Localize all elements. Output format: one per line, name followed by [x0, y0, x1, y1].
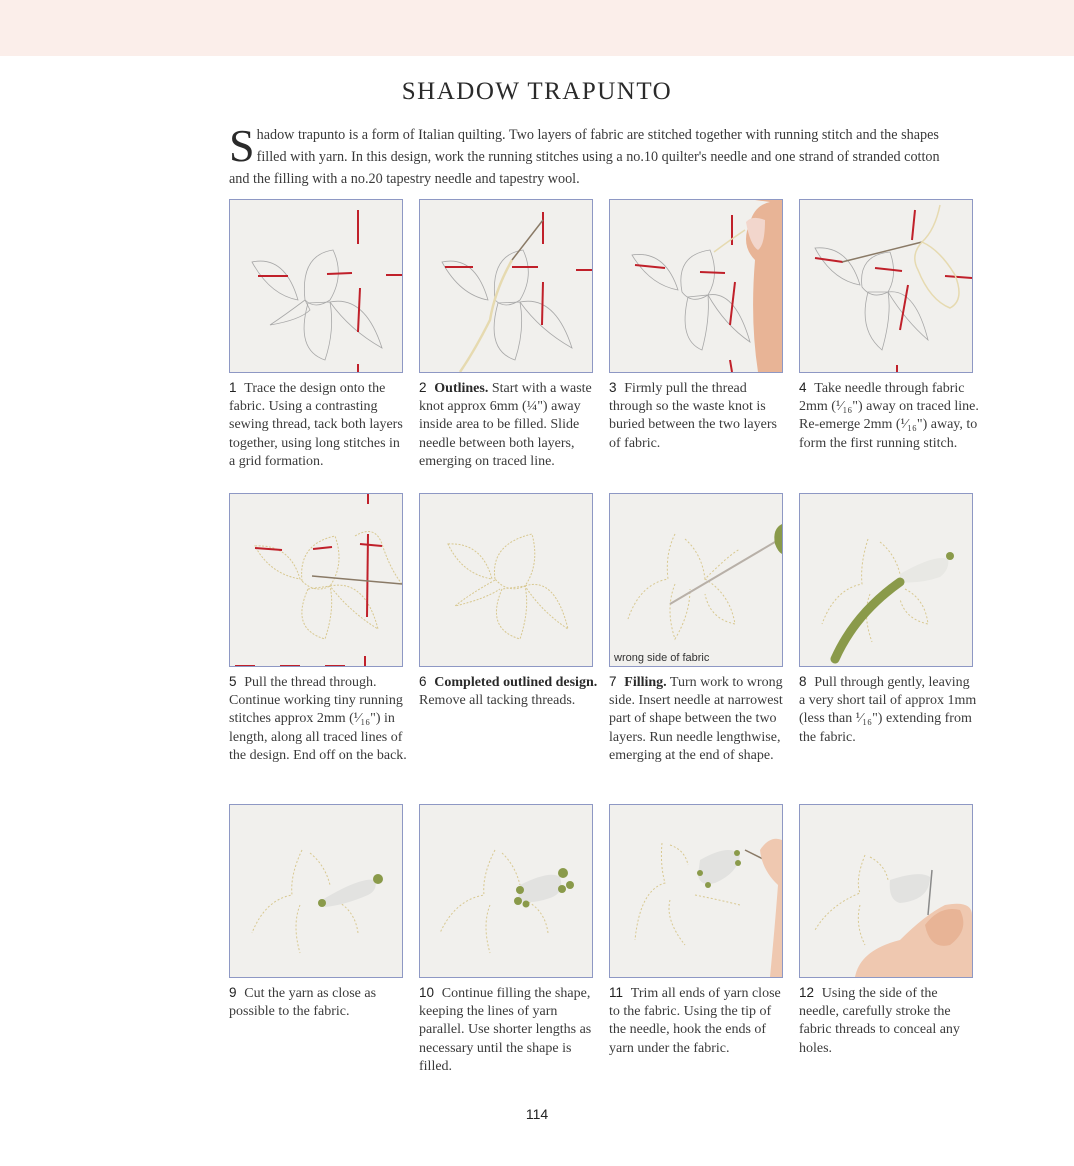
step-photo — [419, 493, 593, 667]
step-9 — [229, 804, 405, 1021]
step-1 — [229, 199, 405, 471]
intro-paragraph — [229, 120, 959, 190]
step-photo — [799, 493, 973, 667]
page-title: SHADOW TRAPUNTO — [401, 78, 673, 105]
drop-cap: S — [229, 120, 255, 171]
step-number: 5 — [229, 674, 241, 689]
step-text: Take needle through fabric 2mm (¹⁄₁₆") away on traced line. Re-emerge 2mm (¹⁄₁₆") away, to form the first running stitch. — [799, 381, 979, 451]
pulling-yarn-image — [800, 494, 972, 666]
step-caption — [799, 379, 979, 453]
step-photo — [799, 199, 973, 373]
step-number: 12 — [799, 985, 818, 1000]
step-text: Turn work to wrong side. Insert needle at narrowest part of shape between the two layers. Run needle lengthwise, emerging at the end of shape. — [609, 675, 783, 763]
step-photo — [419, 804, 593, 978]
filling-wrong-side-image — [610, 494, 782, 666]
running-stitches-image — [230, 494, 402, 666]
filled-shape-image — [420, 805, 592, 977]
step-caption — [799, 673, 979, 747]
step-2 — [419, 199, 595, 471]
step-caption — [799, 984, 979, 1058]
step-text: Firmly pull the thread through so the waste knot is buried between the two layers of fabric. — [609, 381, 777, 451]
step-number: 3 — [609, 380, 621, 395]
step-12 — [799, 804, 975, 1058]
step-text: Trace the design onto the fabric. Using a contrasting sewing thread, tack both layers together, using long stitches in a grid formation. — [229, 381, 403, 469]
stroke-fabric-image — [800, 805, 972, 977]
step-caption — [609, 984, 789, 1058]
needle-between-layers-image — [420, 200, 592, 372]
intro-text: hadow trapunto is a form of Italian quilting. Two layers of fabric are stitched together with running stitch and the shapes filled with yarn. In this design, work the running stitches using a no.10 quilter's needle and one strand of stranded cotton and the filling with a no.20 tapestry needle and tapestry wool. — [229, 127, 940, 187]
photo-label: wrong side of fabric — [614, 652, 710, 664]
step-number: 8 — [799, 674, 811, 689]
step-photo — [609, 199, 783, 373]
step-4 — [799, 199, 979, 453]
page-number: 114 — [525, 1106, 549, 1122]
step-number: 4 — [799, 380, 811, 395]
step-number: 10 — [419, 985, 438, 1000]
step-number: 9 — [229, 985, 241, 1000]
step-photo — [419, 199, 593, 373]
step-3 — [609, 199, 785, 453]
header-band — [0, 0, 1074, 56]
trim-yarn-ends-image — [610, 805, 782, 977]
step-caption — [229, 673, 409, 765]
step-text: Pull through gently, leaving a very short tail of approx 1mm (less than ¹⁄₁₆") extending from the fabric. — [799, 675, 977, 745]
step-heading: Completed outlined design. — [434, 675, 598, 690]
step-text: Trim all ends of yarn close to the fabric. Using the tip of the needle, hook the ends of yarn under the fabric. — [609, 986, 781, 1056]
step-caption — [229, 984, 409, 1021]
step-caption — [609, 379, 789, 453]
step-number: 7 — [609, 674, 621, 689]
step-6 — [419, 493, 598, 710]
step-text: Using the side of the needle, carefully stroke the fabric threads to conceal any holes. — [799, 986, 960, 1056]
step-text: Pull the thread through. Continue working tiny running stitches approx 2mm (¹⁄₁₆") in length, along all traced lines of the design. End off on the back. — [229, 675, 407, 763]
step-photo — [229, 804, 403, 978]
step-text: Continue filling the shape, keeping the lines of yarn parallel. Use shorter lengths as necessary until the shape is filled. — [419, 986, 592, 1074]
step-photo — [609, 493, 783, 667]
traced-design-image — [230, 200, 402, 372]
first-running-stitch-image — [800, 200, 972, 372]
step-7 — [609, 493, 785, 765]
step-text: Start with a waste knot approx 6mm (¼") away inside area to be filled. Slide needle between both layers, emerging on traced line. — [419, 381, 592, 469]
step-heading: Outlines. — [434, 381, 489, 396]
step-caption — [419, 673, 599, 710]
step-text: Cut the yarn as close as possible to the fabric. — [229, 986, 377, 1020]
step-number: 2 — [419, 380, 431, 395]
step-5 — [229, 493, 405, 765]
cut-yarn-image — [230, 805, 402, 977]
step-number: 6 — [419, 674, 431, 689]
step-photo — [229, 199, 403, 373]
step-photo — [229, 493, 403, 667]
step-number: 1 — [229, 380, 241, 395]
step-10 — [419, 804, 595, 1076]
pulling-thread-image — [610, 200, 782, 372]
step-number: 11 — [609, 985, 627, 1000]
step-11 — [609, 804, 785, 1058]
step-photo — [609, 804, 783, 978]
step-caption — [419, 984, 599, 1076]
completed-outline-image — [420, 494, 592, 666]
step-heading: Filling. — [624, 675, 667, 690]
step-photo — [799, 804, 973, 978]
step-8 — [799, 493, 975, 747]
step-caption — [609, 673, 789, 765]
step-caption — [419, 379, 599, 471]
step-caption — [229, 379, 409, 471]
step-text: Remove all tacking threads. — [419, 693, 576, 709]
